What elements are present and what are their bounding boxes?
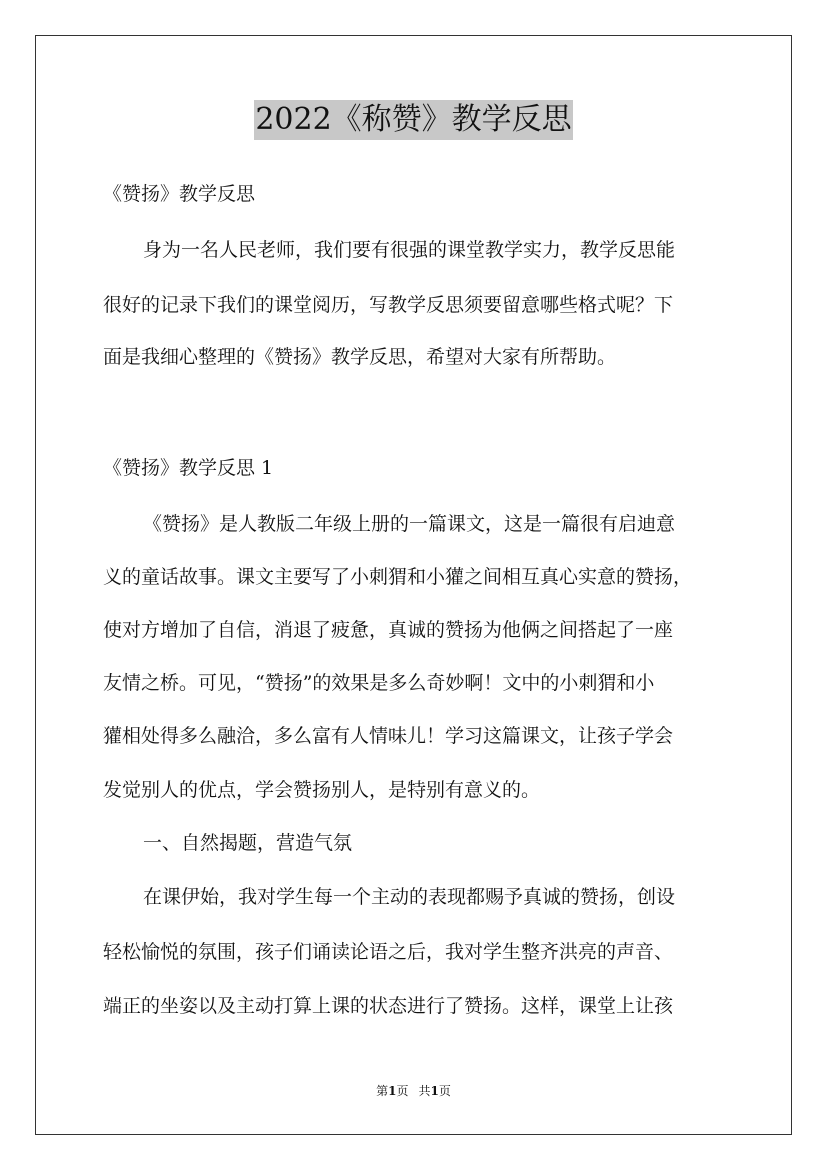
section1-para2-line-3: 端正的坐姿以及主动打算上课的状态进行了赞扬。这样，课堂上让孩 xyxy=(103,995,674,1017)
document-title-wrap xyxy=(0,100,827,140)
footer-total-prefix: 共 xyxy=(418,1084,431,1098)
section1-para1-line-1: 《赞扬》是人教版二年级上册的一篇课文，这是一篇很有启迪意 xyxy=(143,513,676,535)
page-footer xyxy=(0,1083,827,1099)
section1-para1-line-2: 义的童话故事。课文主要写了小刺猬和小獾之间相互真心实意的赞扬， xyxy=(103,566,693,588)
section1-para2-line-1: 在课伊始，我对学生每一个主动的表现都赐予真诚的赞扬，创设 xyxy=(143,886,676,908)
section1-heading: 《赞扬》教学反思 1 xyxy=(103,457,274,479)
footer-page-total: 1 xyxy=(430,1084,439,1098)
intro-line-3: 面是我细心整理的《赞扬》教学反思，希望对大家有所帮助。 xyxy=(103,346,617,368)
section1-para1-line-6: 发觉别人的优点，学会赞扬别人，是特别有意义的。 xyxy=(103,779,541,801)
section1-para1-line-5: 獾相处得多么融洽，多么富有人情味儿！学习这篇课文，让孩子学会 xyxy=(103,725,674,747)
subheading-1: 一、自然揭题，营造气氛 xyxy=(143,832,353,854)
section1-para2-line-2: 轻松愉悦的氛围，孩子们诵读论语之后，我对学生整齐洪亮的声音、 xyxy=(103,941,674,963)
footer-page-prefix: 第 xyxy=(376,1084,389,1098)
footer-total-suffix: 页 xyxy=(438,1084,451,1098)
intro-line-1: 身为一名人民老师，我们要有很强的课堂教学实力，教学反思能 xyxy=(143,239,676,261)
footer-page-suffix: 页 xyxy=(396,1084,409,1098)
document-title: 2022《称赞》教学反思 xyxy=(254,100,572,140)
footer-page-current: 1 xyxy=(388,1084,397,1098)
intro-line-2: 很好的记录下我们的课堂阅历，写教学反思须要留意哪些格式呢？下 xyxy=(103,294,674,316)
intro-heading: 《赞扬》教学反思 xyxy=(103,183,256,205)
section1-para1-line-3: 使对方增加了自信，消退了疲惫，真诚的赞扬为他俩之间搭起了一座 xyxy=(103,619,674,641)
section1-para1-line-4: 友情之桥。可见，“赞扬”的效果是多么奇妙啊！文中的小刺猬和小 xyxy=(103,672,655,694)
